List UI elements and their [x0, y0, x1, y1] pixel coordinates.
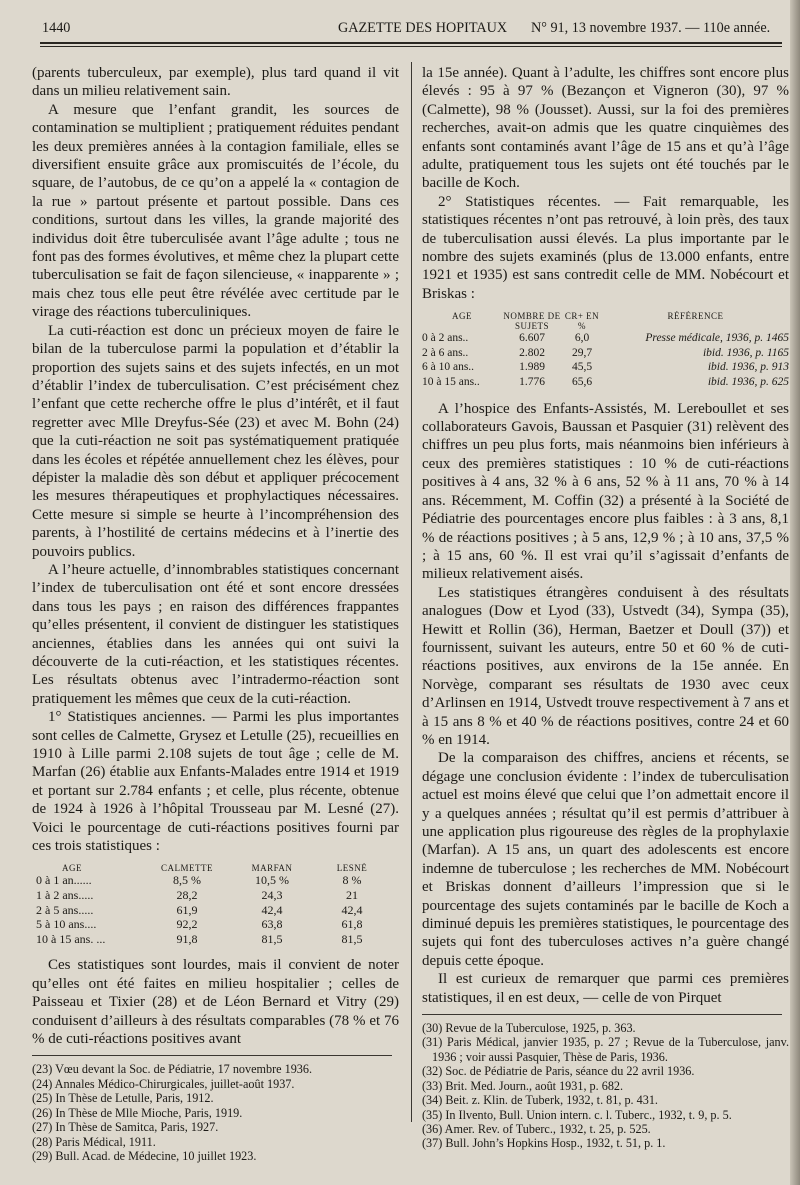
table-row	[422, 360, 789, 375]
table-cell: 6,0	[574, 332, 590, 345]
table-row	[32, 932, 399, 947]
table-cell: 2.802	[519, 346, 545, 359]
table-cell: 45,5	[571, 361, 593, 374]
table-cell: 61,9	[176, 902, 198, 917]
paragraph: Il est curieux de remarquer que parmi ces premières statistiques, il en est deux, — celle de von Pirquet	[422, 971, 789, 1006]
table-header-cell: CR+ EN %	[564, 311, 600, 332]
table-cell: 10,5 %	[255, 873, 289, 888]
table-cell: 91,8	[176, 931, 198, 946]
table-cell: Presse médicale, 1936, p. 1465	[645, 332, 789, 345]
table-cell: 1.776	[519, 376, 545, 389]
footnote: (33) Brit. Med. Journ., août 1931, p. 682.	[422, 1078, 624, 1093]
table-cell: 6.607	[519, 332, 545, 345]
table-header-cell: AGE	[452, 311, 472, 322]
table-row	[422, 375, 789, 390]
table-row	[32, 903, 399, 918]
table-cell: ibid. 1936, p. 913	[707, 361, 789, 374]
table-header-cell: NOMBRE DE SUJETS	[503, 311, 561, 332]
footnote-rule	[32, 1055, 392, 1056]
table-header	[422, 311, 789, 331]
journal-title: GAZETTE DES HOPITAUX	[338, 20, 508, 36]
paragraph: 1° Statistiques anciennes. — Parmi les plus importantes sont celles de Calmette, Grysez et Letulle (25), recueillies en 1910 à Lille parmi 2.108 sujets de tout âge ; celle de M. Marfan (26) établie aux Enfants-Malades entre 1914 et 1919 et portant sur 2.784 enfants ; et celle, plus récente, obtenue de 1924 à 1926 à l’hôpital Trousseau par M. Lesné (27). Voici le pourcentage de cuti-réactions positives fourni par ces trois statistiques :	[32, 709, 399, 855]
table-cell: 2 à 6 ans..	[422, 346, 469, 359]
table-row	[32, 888, 399, 903]
table-row	[32, 917, 399, 932]
footnote: (25) In Thèse de Letulle, Paris, 1912.	[32, 1091, 214, 1106]
table-cell: 81,5	[261, 931, 283, 946]
footnote: (36) Amer. Rev. of Tuberc., 1932, t. 25, p. 525.	[422, 1121, 651, 1136]
footnote: (31) Paris Médical, janvier 1935, p. 27 ; Revue de la Tuberculose, janv. 1936 ; voir aussi Pasquier, Thèse de Paris, 1936.	[422, 1035, 789, 1064]
footnote: (26) In Thèse de Mlle Mioche, Paris, 1919.	[32, 1105, 243, 1120]
table-header-cell: CALMETTE	[161, 863, 213, 874]
table-cell: ibid. 1936, p. 625	[707, 376, 789, 389]
left-column	[32, 64, 399, 1163]
table-cell: 0 à 2 ans..	[422, 332, 469, 345]
table-cell: 1 à 2 ans.....	[36, 888, 94, 903]
table-cell: 1.989	[519, 361, 545, 374]
table-header-cell: AGE	[62, 863, 82, 874]
table-cell: 5 à 10 ans....	[36, 917, 97, 932]
footnote: (37) Bull. John’s Hopkins Hosp., 1932, t. 51, p. 1.	[422, 1136, 666, 1151]
page-number: 1440	[42, 20, 71, 36]
table-cell: 10 à 15 ans. ...	[36, 931, 106, 946]
table-cell: 10 à 15 ans..	[422, 376, 480, 389]
footnote: (35) In Ilvento, Bull. Union intern. c. l. Tuberc., 1932, t. 9, p. 5.	[422, 1107, 732, 1122]
table-cell: 81,5	[341, 931, 363, 946]
table-header-cell: RÉFÉRENCE	[667, 311, 724, 322]
table-recent-statistics	[422, 311, 789, 389]
table-row	[422, 331, 789, 346]
footnotes-right	[422, 1021, 789, 1151]
table-cell: 28,2	[176, 888, 198, 903]
footnote: (28) Paris Médical, 1911.	[32, 1134, 156, 1149]
footnote: (24) Annales Médico-Chirurgicales, juillet-août 1937.	[32, 1076, 295, 1091]
table-cell: 29,7	[571, 346, 593, 359]
table-cell: 8,5 %	[173, 873, 201, 888]
footnote: (23) Vœu devant la Soc. de Pédiatrie, 17 novembre 1936.	[32, 1062, 313, 1077]
footnotes-left	[32, 1062, 399, 1163]
paragraph: la 15e année). Quant à l’adulte, les chiffres sont encore plus élevés : 95 à 97 % (Bezançon et Vigneron (30), 97 % (Calmette), 98 % (Jousset). Aussi, sur la foi des premières recherches, avait-on admis que les quatre cinquièmes des enfants sont contaminés avant l’âge de 15 ans et qu’à l’âge adulte, pratiquement tous les sujets ont été touchés par le bacille de Koch.	[422, 65, 789, 192]
header-rule-thin	[40, 46, 782, 47]
paragraph: (parents tuberculeux, par exemple), plus tard quand il vit dans un milieu relativement sain.	[32, 65, 399, 100]
footnote: (29) Bull. Acad. de Médecine, 10 juillet 1923.	[32, 1148, 257, 1163]
paragraph: A mesure que l’enfant grandit, les sources de contamination se multiplient ; pratiquement réduites pendant les deux premières années à la contagion familiale, elles se diversifient ensuite grâce aux promiscuités de l’école, du square, de l’autobus, de ce qu’on a appelé la « contagion de la rue » partout présente et partout possible. Dans ces conditions, surtout dans les villes, la grande majorité des individus doit être tuberculisée avant l’âge adulte ; tous ne font pas des formes évolutives, et même chez la plupart cette tuberculisation se fait de façon silencieuse, « inapparente » ; mais chez tous elle peut être révélée avec certitude par le virage des réactions tuberculiniques.	[32, 101, 399, 321]
table-cell: 2 à 5 ans.....	[36, 902, 94, 917]
right-column	[422, 64, 789, 1151]
table-cell: 42,4	[341, 902, 363, 917]
table-cell: 65,6	[571, 376, 593, 389]
paragraph: Ces statistiques sont lourdes, mais il convient de noter qu’elles ont été faites en milieu hospitalier ; celles de Paisseau et Tixier (28) et de Léon Bernard et Vitry (29) conduisent d’ailleurs à des résultats comparables (78 % et 76 % de cuti-réactions positives avant	[32, 957, 399, 1048]
paragraph: 2° Statistiques récentes. — Fait remarquable, les statistiques récentes n’ont pas retrouvé, à loin près, des taux de tuberculisation aussi élevés. La plus importante par le nombre des sujets examinés (plus de 13.000 enfants, entre 1921 et 1935) est sans contredit celle de MM. Nobécourt et Briskas :	[422, 193, 789, 302]
footnote: (32) Soc. de Pédiatrie de Paris, séance du 22 avril 1936.	[422, 1064, 695, 1079]
page-edge-shadow	[790, 0, 800, 1185]
column-divider	[411, 62, 412, 1122]
table-old-statistics	[32, 863, 399, 946]
issue-info: N° 91, 13 novembre 1937. — 110e année.	[531, 20, 771, 36]
table-header-cell: MARFAN	[251, 863, 293, 874]
footnote: (30) Revue de la Tuberculose, 1925, p. 363.	[422, 1021, 636, 1036]
table-cell: 24,3	[261, 888, 283, 903]
table-cell: 21	[346, 888, 358, 903]
header-rule	[40, 42, 782, 44]
table-cell: 63,8	[261, 917, 283, 932]
paragraph: A l’heure actuelle, d’innombrables statistiques concernant l’index de tuberculisation ont été et sont encore dressées dans tous les pays ; en raison des différences frappantes qu’elles présentent, il convient de distinguer les statistiques anciennes, établies dans les années qui ont suivi la découverte de la cuti-réaction, et les statistiques récentes. Les résultats obtenus avec l’intradermo-réaction sont pratiquement les mêmes que ceux de la cuti-réaction.	[32, 561, 399, 707]
table-header	[32, 863, 399, 873]
paragraph: La cuti-réaction est donc un précieux moyen de faire le bilan de la tuberculose parmi la population et d’établir la proportion des sujets sains et des sujets infectés, en un mot d’établir l’index de tuberculisation. C’est précisément chez l’enfant que cette recherche offre le plus d’intérêt, et il faut regretter avec Mlle Dreyfus-Sée (23) et avec M. Bohn (24) que la cuti-réaction ne soit pas systématiquement pratiquée dans les écoles et répétée annuellement chez les élèves, pour dépister la maladie dès son début et appliquer précocement les mesures thérapeutiques et prophylactiques nécessaires. Cette mesure si simple se heurte à l’incompréhension des parents, à l’hostilité de certains médecins et à l’inertie des pouvoirs publics.	[32, 322, 399, 560]
footnote: (27) In Thèse de Samitca, Paris, 1927.	[32, 1120, 219, 1135]
page-header	[42, 20, 780, 40]
table-row	[32, 873, 399, 888]
table-cell: ibid. 1936, p. 1165	[702, 346, 789, 359]
table-row	[422, 346, 789, 361]
table-cell: 8 %	[342, 873, 362, 888]
table-cell: 6 à 10 ans..	[422, 361, 475, 374]
footnote-rule	[422, 1014, 782, 1015]
paragraph: Les statistiques étrangères conduisent à des résultats analogues (Dow et Lyod (33), Ustvedt (34), Sympa (35), Hewitt et Rollin (36), Herman, Baetzer et Doull (37)) et fournissent, suivant les auteurs, entre 50 et 60 % de cuti-réactions positives, aux environs de la 15e année. En Norvège, comparant ses résultats de 1930 avec ceux d’Arlinsen en 1914, Ustvedt trouve respectivement à 7 ans et à 15 ans 8 % et 40 % de réactions positives, contre 24 et 60 % en 1914.	[422, 584, 789, 748]
table-cell: 0 à 1 an......	[36, 873, 92, 888]
paragraph: A l’hospice des Enfants-Assistés, M. Lereboullet et ses collaborateurs Gavois, Baussan et Pasquier (31) relèvent des chiffres un peu plus forts, mais néanmoins bien inférieurs à ceux des premières statistiques : 10 % de cuti-réactions positives à 4 ans, 32 % à 6 ans, 52 % à 11 ans, 70 % à 14 ans. Récemment, M. Coffin (32) a présenté à la Société de Pédiatrie des pourcentages encore plus faibles : à 3 ans, 8,1 % de réactions positives ; à 5 ans, 12,9 % ; à 10 ans, 37,5 % ; à 15 ans, 60 %. Il est vrai qu’il s’agissait d’enfants de milieux relativement aisés.	[422, 400, 789, 583]
table-cell: 42,4	[261, 902, 283, 917]
table-header-cell: LESNÉ	[336, 863, 368, 874]
table-cell: 92,2	[176, 917, 198, 932]
paragraph: De la comparaison des chiffres, anciens et récents, se dégage une conclusion évidente : l’index de tuberculisation actuel est moins élevé que celui que l’on admettait encore il y a quelques années ; résultat qu’il est permis d’attribuer à une application plus rigoureuse des règles de la prophylaxie (Marfan). A 15 ans, un quart des adolescents est encore indemne de tuberculose ; les recherches de MM. Nobécourt et Briskas donnent d’ailleurs l’impression que si le pourcentage des sujets contaminés par le bacille de Koch a diminué depuis les premières statistiques, le pourcentage des sujets qui font des tuberculoses actives n’a guère changé depuis cette époque.	[422, 750, 789, 969]
table-cell: 61,8	[341, 917, 363, 932]
footnote: (34) Beit. z. Klin. de Tuberk, 1932, t. 81, p. 431.	[422, 1093, 658, 1108]
